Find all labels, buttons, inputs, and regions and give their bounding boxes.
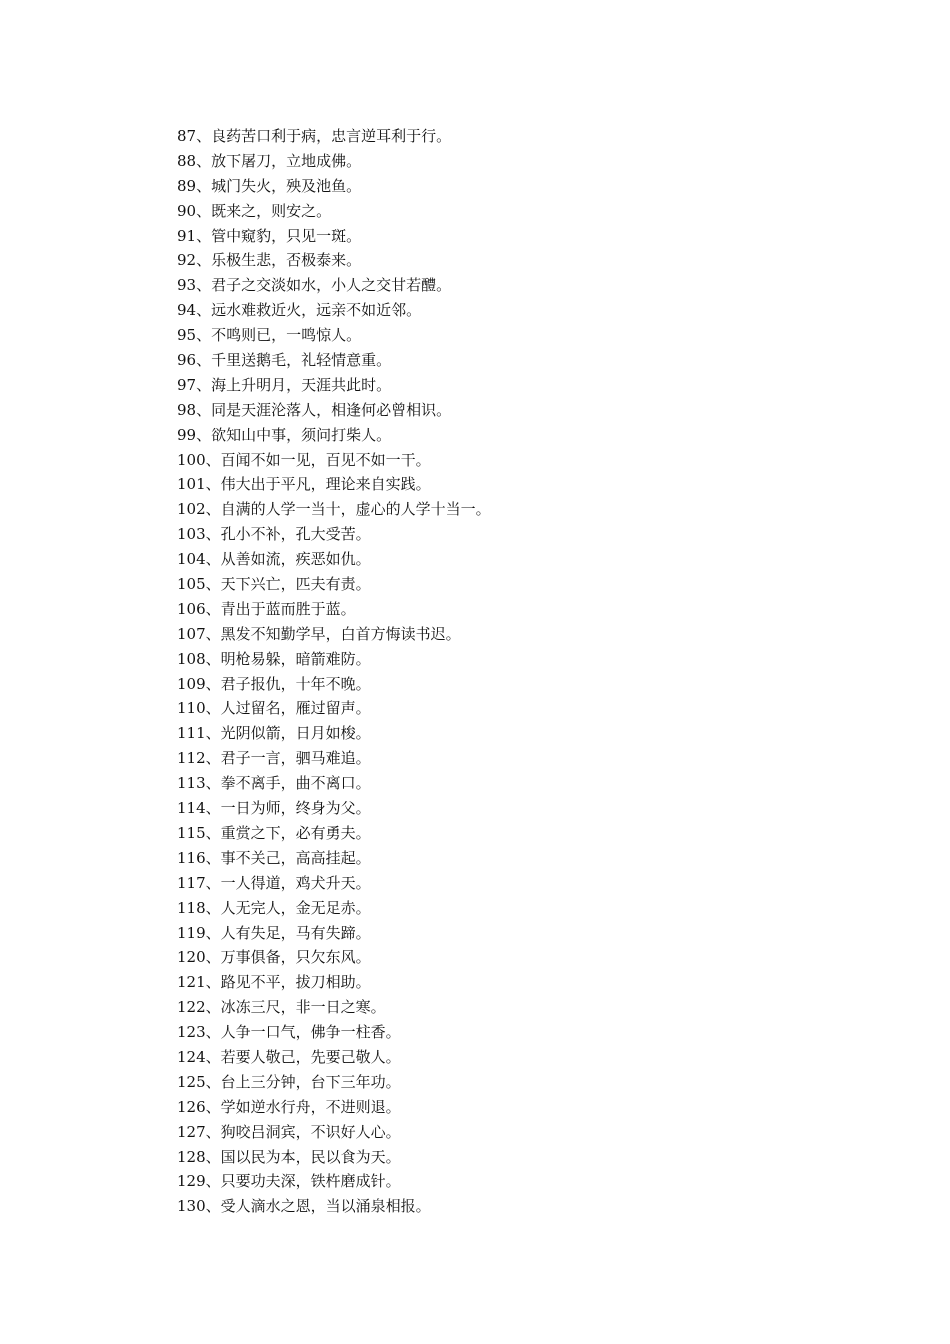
list-item: 109、君子报仇，十年不晚。 (177, 674, 371, 693)
list-item: 112、君子一言，驷马难追。 (177, 749, 371, 768)
list-item: 121、路见不平，拔刀相助。 (177, 973, 371, 992)
list-item: 125、台上三分钟，台下三年功。 (177, 1072, 401, 1091)
list-item: 129、只要功夫深，铁杵磨成针。 (177, 1172, 401, 1191)
list-item: 88、放下屠刀，立地成佛。 (177, 151, 362, 170)
list-item: 102、自满的人学一当十，虚心的人学十当一。 (177, 500, 491, 519)
list-item: 106、青出于蓝而胜于蓝。 (177, 599, 356, 618)
list-item: 99、欲知山中事，须问打柴人。 (177, 425, 392, 444)
list-item: 119、人有失足，马有失蹄。 (177, 923, 371, 942)
list-item: 126、学如逆水行舟，不进则退。 (177, 1097, 401, 1116)
list-item: 116、事不关己，高高挂起。 (177, 848, 371, 867)
list-item: 122、冰冻三尺，非一日之寒。 (177, 998, 386, 1017)
list-item: 114、一日为师，终身为父。 (177, 799, 371, 818)
list-item: 124、若要人敬己，先要己敬人。 (177, 1047, 401, 1066)
list-item: 127、狗咬吕洞宾，不识好人心。 (177, 1122, 401, 1141)
list-item: 95、不鸣则已，一鸣惊人。 (177, 326, 362, 345)
list-item: 91、管中窥豹，只见一斑。 (177, 226, 362, 245)
list-item: 107、黑发不知勤学早，白首方悔读书迟。 (177, 624, 461, 643)
list-item: 93、君子之交淡如水，小人之交甘若醴。 (177, 276, 452, 295)
list-item: 92、乐极生悲，否极泰来。 (177, 251, 362, 270)
list-item: 90、既来之，则安之。 (177, 201, 332, 220)
list-item: 120、万事俱备，只欠东风。 (177, 948, 371, 967)
list-item: 105、天下兴亡，匹夫有责。 (177, 575, 371, 594)
proverb-list (177, 124, 877, 1219)
list-item: 130、受人滴水之恩，当以涌泉相报。 (177, 1197, 431, 1216)
list-item: 100、百闻不如一见，百见不如一干。 (177, 450, 431, 469)
list-item: 113、拳不离手，曲不离口。 (177, 774, 371, 793)
list-item: 98、同是天涯沦落人，相逢何必曾相识。 (177, 400, 452, 419)
list-item: 115、重赏之下，必有勇夫。 (177, 823, 371, 842)
list-item: 110、人过留名，雁过留声。 (177, 699, 371, 718)
list-item: 87、良药苦口利于病，忠言逆耳利于行。 (177, 127, 452, 145)
list-item: 118、人无完人，金无足赤。 (177, 898, 371, 917)
list-item: 117、一人得道，鸡犬升天。 (177, 873, 371, 892)
list-item: 123、人争一口气，佛争一柱香。 (177, 1023, 401, 1042)
list-item: 108、明枪易躲，暗箭难防。 (177, 649, 371, 668)
list-item: 103、孔小不补，孔大受苦。 (177, 525, 371, 544)
list-item: 97、海上升明月，天涯共此时。 (177, 375, 392, 394)
list-item: 89、城门失火，殃及池鱼。 (177, 176, 362, 195)
list-item: 128、国以民为本，民以食为天。 (177, 1147, 401, 1166)
list-item: 94、远水难救近火，远亲不如近邻。 (177, 301, 422, 320)
list-item: 101、伟大出于平凡，理论来自实践。 (177, 475, 431, 494)
list-item: 96、千里送鹅毛，礼轻情意重。 (177, 351, 392, 370)
list-item: 104、从善如流，疾恶如仇。 (177, 550, 371, 569)
list-item: 111、光阴似箭，日月如梭。 (177, 724, 371, 743)
